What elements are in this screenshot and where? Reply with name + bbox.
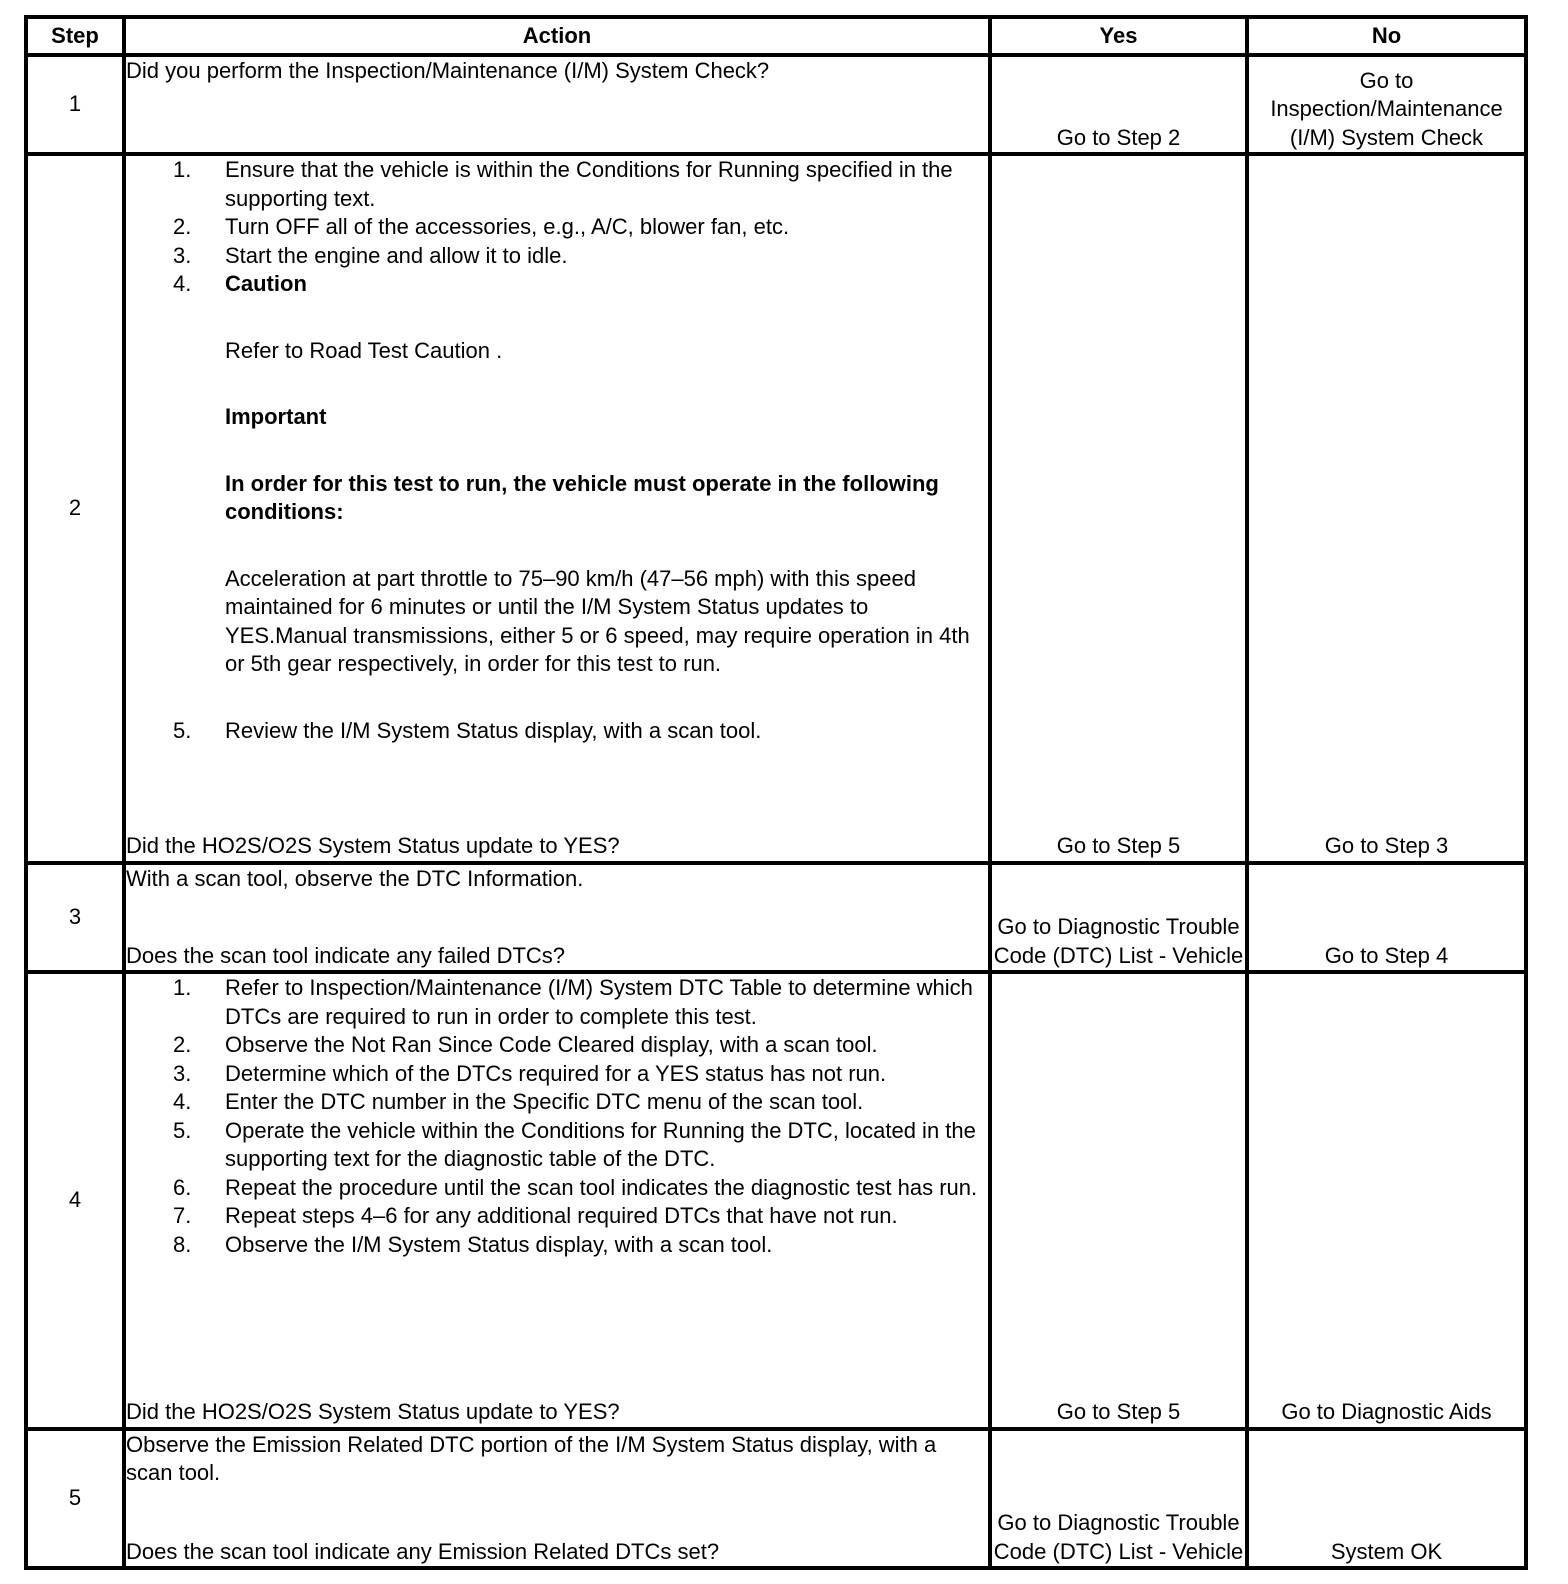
yes-result: Go to Step 5 bbox=[990, 972, 1247, 1429]
table-row bbox=[26, 154, 1526, 862]
list-item: 5. Review the I/M System Status display, with a scan tool. bbox=[173, 717, 762, 743]
caution-label: Caution bbox=[225, 271, 307, 297]
important-text: In order for this test to run, the vehicle must operate in the following conditions: bbox=[225, 470, 939, 525]
yes-result: Go to Step 2 bbox=[990, 55, 1247, 154]
list-item: 3. Start the engine and allow it to idle. bbox=[173, 242, 568, 268]
no-result: Go to Diagnostic Aids bbox=[1247, 972, 1526, 1429]
caution-text: Refer to Road Test Caution . bbox=[225, 337, 503, 363]
action-question: Does the scan tool indicate any failed DTCs? bbox=[126, 942, 566, 968]
table-row bbox=[26, 972, 1526, 1429]
list-item: 1. Refer to Inspection/Maintenance (I/M) System DTC Table to determine which DTCs are required to run in order to complete this test. bbox=[173, 975, 973, 1029]
diagnostic-table bbox=[24, 15, 1528, 1570]
list-item: 3. Determine which of the DTCs required for a YES status has not run. bbox=[173, 1060, 887, 1086]
list-item: 8. Observe the I/M System Status display, with a scan tool. bbox=[173, 1231, 773, 1257]
list-item: 4. Caution Refer to Road Test Caution . Important In order for this test to run, the vehicle must operate in the following conditions: Acceleration at part throttle to 75–90 km/h (47–56 mph) with this speed maintained for 6 minutes or until the I/M System Status updates to YES.Manual transmissions, either 5 or 6 speed, may require operation in 4th or 5th gear respectively, in order for this test to run. bbox=[126, 270, 988, 679]
table-row bbox=[26, 55, 1526, 154]
list-item: 4. Enter the DTC number in the Specific DTC menu of the scan tool. bbox=[173, 1089, 864, 1115]
header-step: Step bbox=[26, 17, 124, 55]
step-number: 2 bbox=[26, 154, 124, 862]
step-number: 4 bbox=[26, 972, 124, 1429]
action-cell bbox=[124, 154, 990, 862]
yes-result: Go to Step 5 bbox=[990, 154, 1247, 862]
action-text: Did you perform the Inspection/Maintenance (I/M) System Check? bbox=[126, 58, 770, 83]
list-item: 1. Ensure that the vehicle is within the Conditions for Running specified in the supporting text. bbox=[173, 157, 953, 211]
action-steps-list bbox=[126, 156, 988, 745]
step-number: 3 bbox=[26, 863, 124, 973]
list-item: 2. Observe the Not Ran Since Code Cleared display, with a scan tool. bbox=[173, 1032, 878, 1058]
yes-result: Go to Diagnostic Trouble Code (DTC) List - Vehicle bbox=[990, 863, 1247, 973]
list-item: 6. Repeat the procedure until the scan tool indicates the diagnostic test has run. bbox=[173, 1174, 978, 1200]
no-result: Go to Step 3 bbox=[1247, 154, 1526, 862]
table-row bbox=[26, 1429, 1526, 1568]
list-item: 2. Turn OFF all of the accessories, e.g., A/C, blower fan, etc. bbox=[173, 214, 790, 240]
no-result: Go to Inspection/Maintenance (I/M) System Check bbox=[1247, 55, 1526, 154]
header-row bbox=[26, 17, 1526, 55]
action-question: Does the scan tool indicate any Emission Related DTCs set? bbox=[126, 1538, 720, 1564]
action-cell bbox=[124, 972, 990, 1429]
action-question: Did the HO2S/O2S System Status update to YES? bbox=[126, 1399, 620, 1425]
action-cell bbox=[124, 55, 990, 154]
table-row bbox=[26, 863, 1526, 973]
header-yes: Yes bbox=[990, 17, 1247, 55]
step-number: 1 bbox=[26, 55, 124, 154]
action-cell bbox=[124, 1429, 990, 1568]
action-cell bbox=[124, 863, 990, 973]
important-label: Important bbox=[225, 404, 327, 430]
no-result: Go to Step 4 bbox=[1247, 863, 1526, 973]
list-item: 5. Operate the vehicle within the Conditions for Running the DTC, located in the supporting text for the diagnostic table of the DTC. bbox=[173, 1117, 976, 1172]
action-text: With a scan tool, observe the DTC Information. bbox=[126, 865, 584, 891]
action-steps-list bbox=[126, 974, 988, 1259]
step-number: 5 bbox=[26, 1429, 124, 1568]
yes-result: Go to Diagnostic Trouble Code (DTC) List - Vehicle bbox=[990, 1429, 1247, 1568]
list-item: 7. Repeat steps 4–6 for any additional required DTCs that have not run. bbox=[173, 1203, 898, 1229]
action-question: Did the HO2S/O2S System Status update to YES? bbox=[126, 833, 620, 859]
header-action: Action bbox=[124, 17, 990, 55]
action-text: Observe the Emission Related DTC portion of the I/M System Status display, with a scan tool. bbox=[126, 1431, 937, 1486]
conditions-text: Acceleration at part throttle to 75–90 km/h (47–56 mph) with this speed maintained for 6 minutes or until the I/M System Status updates to YES.Manual transmissions, either 5 or 6 speed, may require operation in 4th or 5th gear respectively, in order for this test to run. bbox=[225, 565, 970, 677]
header-no: No bbox=[1247, 17, 1526, 55]
no-result: System OK bbox=[1247, 1429, 1526, 1568]
